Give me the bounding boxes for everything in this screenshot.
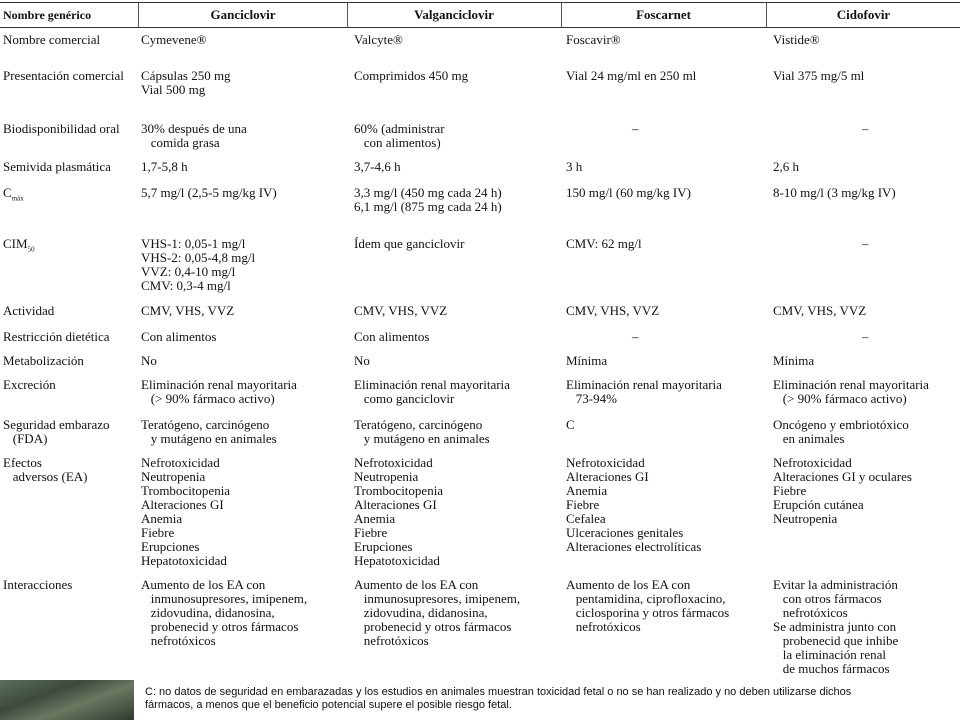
cell-ganciclovir: 1,7-5,8 h xyxy=(141,159,188,174)
row-label-cmax: $C_{máx}$ xyxy=(3,185,24,203)
cell-valganciclovir: Teratógeno, carcinógeno y mutágeno en animales xyxy=(354,417,490,446)
cell-valganciclovir: CMV, VHS, VVZ xyxy=(354,303,448,318)
row-label: Semivida plasmática xyxy=(3,159,111,174)
cell-foscarnet: Foscavir® xyxy=(566,32,621,47)
cell-cidofovir: – xyxy=(862,329,869,344)
decorative-image xyxy=(0,680,134,720)
cell-cidofovir: 8-10 mg/l (3 mg/kg IV) xyxy=(773,185,896,200)
cell-foscarnet: – xyxy=(632,121,639,136)
cell-cidofovir: – xyxy=(862,236,869,251)
header-foscarnet: Foscarnet xyxy=(636,7,691,22)
cell-cidofovir: CMV, VHS, VVZ xyxy=(773,303,867,318)
cell-valganciclovir: Aumento de los EA con inmunosupresores, imipenem, zidovudina, didanosina, probenecid y otros fármacos nefrotóxicos xyxy=(354,577,521,648)
cell-valganciclovir: Nefrotoxicidad Neutropenia Trombocitopenia Alteraciones GI Anemia Fiebre Erupciones Hepatotoxicidad xyxy=(354,455,444,568)
cell-valganciclovir: 60% (administrar con alimentos) xyxy=(354,121,445,150)
cell-foscarnet: Vial 24 mg/ml en 250 ml xyxy=(566,68,697,83)
footer xyxy=(0,680,960,720)
cell-ganciclovir: Aumento de los EA con inmunosupresores, imipenem, zidovudina, didanosina, probenecid y otros fármacos nefrotóxicos xyxy=(141,577,308,648)
cell-cidofovir: Vial 375 mg/5 ml xyxy=(773,68,865,83)
cell-valganciclovir: 3,7-4,6 h xyxy=(354,159,401,174)
cell-cidofovir: – xyxy=(862,121,869,136)
row-label-cim50: $CIM_{50}$ xyxy=(3,236,35,254)
cell-foscarnet: – xyxy=(632,329,639,344)
header-cidofovir: Cidofovir xyxy=(836,7,891,22)
cell-foscarnet: 3 h xyxy=(566,159,583,174)
cell-ganciclovir: Con alimentos xyxy=(141,329,217,344)
cell-ganciclovir: Cápsulas 250 mg Vial 500 mg xyxy=(141,68,231,97)
row-label: Efectos adversos (EA) xyxy=(3,455,88,484)
cell-cidofovir: Oncógeno y embriotóxico en animales xyxy=(773,417,909,446)
row-label: Biodisponibilidad oral xyxy=(3,121,120,136)
cell-foscarnet: Aumento de los EA con pentamidina, ciprofloxacino, ciclosporina y otros fármacos nefrotóxicos xyxy=(566,577,730,634)
cell-cidofovir: Nefrotoxicidad Alteraciones GI y oculares Fiebre Erupción cutánea Neutropenia xyxy=(773,455,912,526)
cell-valganciclovir: 3,3 mg/l (450 mg cada 24 h) 6,1 mg/l (875 mg cada 24 h) xyxy=(354,185,502,214)
row-label: Actividad xyxy=(3,303,55,318)
cell-cidofovir: Evitar la administración con otros fármacos nefrotóxicos Se administra junto con probenecid que inhibe la eliminación renal de muchos fármacos xyxy=(773,577,899,676)
cell-cidofovir: Vistide® xyxy=(773,32,820,47)
cell-ganciclovir: VHS-1: 0,05-1 mg/l VHS-2: 0,05-4,8 mg/l VVZ: 0,4-10 mg/l CMV: 0,3-4 mg/l xyxy=(141,236,256,293)
cell-ganciclovir: 5,7 mg/l (2,5-5 mg/kg IV) xyxy=(141,185,277,200)
cell-ganciclovir: Eliminación renal mayoritaria (> 90% fármaco activo) xyxy=(141,377,297,406)
cell-ganciclovir: Nefrotoxicidad Neutropenia Trombocitopenia Alteraciones GI Anemia Fiebre Erupciones Hepatotoxicidad xyxy=(141,455,231,568)
cell-foscarnet: Eliminación renal mayoritaria 73-94% xyxy=(566,377,722,406)
cell-ganciclovir: No xyxy=(141,353,157,368)
cell-cidofovir: Eliminación renal mayoritaria (> 90% fármaco activo) xyxy=(773,377,929,406)
row-label: Restricción dietética xyxy=(3,329,110,344)
row-label: Metabolización xyxy=(3,353,84,368)
cell-valganciclovir: Ídem que ganciclovir xyxy=(354,236,465,251)
header-generic-name: Nombre genérico xyxy=(3,8,92,22)
row-label: Excreción xyxy=(3,377,56,392)
cell-foscarnet: 150 mg/l (60 mg/kg IV) xyxy=(566,185,691,200)
footnote-text: C: no datos de seguridad en embarazadas y los estudios en animales muestran toxicidad fetal o no se han realizado y no deben utilizarse dichos fármacos, a menos que el beneficio potencial supere el posible riesgo fetal. xyxy=(145,686,852,711)
header-valganciclovir: Valganciclovir xyxy=(414,7,494,22)
cell-ganciclovir: Cymevene® xyxy=(141,32,207,47)
cell-ganciclovir: CMV, VHS, VVZ xyxy=(141,303,235,318)
cell-valganciclovir: Comprimidos 450 mg xyxy=(354,68,469,83)
cell-foscarnet: CMV: 62 mg/l xyxy=(566,236,642,251)
cell-valganciclovir: Valcyte® xyxy=(354,32,403,47)
cell-valganciclovir: Eliminación renal mayoritaria como ganciclovir xyxy=(354,377,510,406)
row-label: Nombre comercial xyxy=(3,32,101,47)
cell-ganciclovir: Teratógeno, carcinógeno y mutágeno en animales xyxy=(141,417,277,446)
header-ganciclovir: Ganciclovir xyxy=(210,7,276,22)
cell-valganciclovir: Con alimentos xyxy=(354,329,430,344)
cell-ganciclovir: 30% después de una comida grasa xyxy=(141,121,247,150)
cell-foscarnet: Nefrotoxicidad Alteraciones GI Anemia Fiebre Cefalea Ulceraciones genitales Alteraciones electrolíticas xyxy=(566,455,702,554)
cell-foscarnet: C xyxy=(566,417,575,432)
row-label: Interacciones xyxy=(3,577,73,592)
cell-valganciclovir: No xyxy=(354,353,370,368)
row-label: Seguridad embarazo (FDA) xyxy=(3,417,110,446)
cell-foscarnet: Mínima xyxy=(566,353,608,368)
cell-foscarnet: CMV, VHS, VVZ xyxy=(566,303,660,318)
cell-cidofovir: Mínima xyxy=(773,353,815,368)
cell-cidofovir: 2,6 h xyxy=(773,159,799,174)
row-label: Presentación comercial xyxy=(3,68,124,83)
table-header xyxy=(0,2,960,28)
